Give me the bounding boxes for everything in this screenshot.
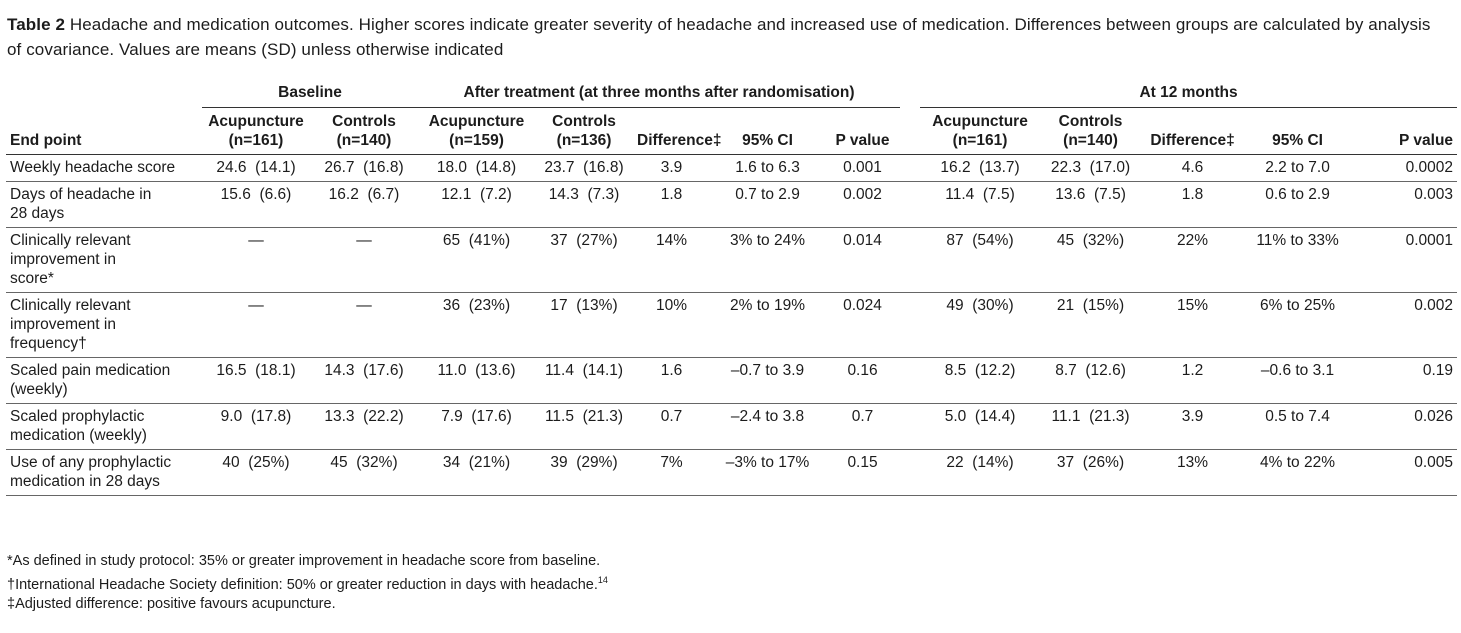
- table-cell: 0.15: [825, 450, 900, 496]
- table-cell: 5.0 (14.4): [920, 404, 1040, 450]
- table-cell: 0.0001: [1351, 228, 1457, 293]
- table-cell: 0.024: [825, 293, 900, 358]
- spacer-cell: [900, 155, 920, 182]
- col-12m-acupuncture: Acupuncture (n=161): [920, 108, 1040, 155]
- table-cell: 11.4 (7.5): [920, 182, 1040, 228]
- table-cell: 8.7 (12.6): [1040, 358, 1141, 404]
- table-cell: –2.4 to 3.8: [710, 404, 825, 450]
- table-cell: 23.7 (16.8): [535, 155, 633, 182]
- table-cell: 2.2 to 7.0: [1244, 155, 1351, 182]
- footnotes: [7, 552, 608, 614]
- table-cell: –0.7 to 3.9: [710, 358, 825, 404]
- caption-text: Headache and medication outcomes. Higher scores indicate greater severity of headache and increased use of medication. Differences between groups are calculated by analysis of covariance. Values are means (SD) unless otherwise indicated: [7, 15, 1431, 59]
- row-endpoint: Weekly headache score: [6, 155, 202, 182]
- footnote-reference: 14: [597, 575, 608, 585]
- group-header-row: [6, 83, 1457, 108]
- table-cell: 11.1 (21.3): [1040, 404, 1141, 450]
- table-cell: 0.19: [1351, 358, 1457, 404]
- spacer-cell: [900, 358, 920, 404]
- table-cell: 21 (15%): [1040, 293, 1141, 358]
- table-cell: 14.3 (7.3): [535, 182, 633, 228]
- table-cell: 24.6 (14.1): [202, 155, 310, 182]
- col-12m-p: P value: [1351, 108, 1457, 155]
- spacer-cell: [900, 404, 920, 450]
- col-12m-ci: 95% CI: [1244, 108, 1351, 155]
- table-cell: 13.3 (22.2): [310, 404, 418, 450]
- table-cell: 0.003: [1351, 182, 1457, 228]
- table-cell: 0.6 to 2.9: [1244, 182, 1351, 228]
- table-cell: 16.2 (6.7): [310, 182, 418, 228]
- table-cell: 11.0 (13.6): [418, 358, 535, 404]
- table-cell: –0.6 to 3.1: [1244, 358, 1351, 404]
- footnote-dagger: †International Headache Society definition: 50% or greater reduction in days with headache.$^{14}$: [7, 575, 608, 593]
- spacer-cell: [900, 293, 920, 358]
- table-cell: 15%: [1141, 293, 1244, 358]
- footnote-asterisk: *As defined in study protocol: 35% or greater improvement in headache score from baseline.: [7, 553, 601, 569]
- table-cell: 11% to 33%: [1244, 228, 1351, 293]
- table-cell: 15.6 (6.6): [202, 182, 310, 228]
- table-cell: —: [310, 293, 418, 358]
- table-cell: 0.014: [825, 228, 900, 293]
- table-cell: 0.002: [825, 182, 900, 228]
- table-cell: 18.0 (14.8): [418, 155, 535, 182]
- col-after-ci: 95% CI: [710, 108, 825, 155]
- row-endpoint: Scaled pain medication (weekly): [6, 358, 202, 404]
- table-cell: 0.5 to 7.4: [1244, 404, 1351, 450]
- col-endpoint: End point: [6, 108, 202, 155]
- table-cell: 49 (30%): [920, 293, 1040, 358]
- row-endpoint: Clinically relevant improvement in score*: [6, 228, 202, 293]
- table-cell: 14%: [633, 228, 710, 293]
- table-cell: 0.7 to 2.9: [710, 182, 825, 228]
- table-cell: —: [202, 293, 310, 358]
- table-cell: 3% to 24%: [710, 228, 825, 293]
- table-cell: 40 (25%): [202, 450, 310, 496]
- table-cell: 22%: [1141, 228, 1244, 293]
- table-caption: [7, 12, 1447, 62]
- table-cell: 14.3 (17.6): [310, 358, 418, 404]
- table-row: [6, 293, 1457, 358]
- footnote-double-dagger: ‡Adjusted difference: positive favours acupuncture.: [7, 595, 336, 612]
- row-endpoint: Scaled prophylactic medication (weekly): [6, 404, 202, 450]
- table-cell: 0.7: [633, 404, 710, 450]
- table-cell: 6% to 25%: [1244, 293, 1351, 358]
- table-row: [6, 450, 1457, 496]
- table-row: [6, 182, 1457, 228]
- table-cell: 17 (13%): [535, 293, 633, 358]
- outcomes-table: [6, 83, 1457, 496]
- table-label: Table 2: [7, 15, 66, 34]
- table-cell: 4.6: [1141, 155, 1244, 182]
- table-cell: 1.6 to 6.3: [710, 155, 825, 182]
- col-after-acupuncture: Acupuncture (n=159): [418, 108, 535, 155]
- table-cell: 1.8: [1141, 182, 1244, 228]
- table-body: [6, 155, 1457, 496]
- table-cell: 0.002: [1351, 293, 1457, 358]
- table-cell: 0.001: [825, 155, 900, 182]
- table-cell: 16.5 (18.1): [202, 358, 310, 404]
- table-cell: 34 (21%): [418, 450, 535, 496]
- table-row: [6, 404, 1457, 450]
- group-12-months: At 12 months: [920, 83, 1457, 108]
- table-cell: 22.3 (17.0): [1040, 155, 1141, 182]
- table-cell: 0.16: [825, 358, 900, 404]
- table-row: [6, 358, 1457, 404]
- row-endpoint: Use of any prophylactic medication in 28 days: [6, 450, 202, 496]
- row-endpoint: Clinically relevant improvement in frequency†: [6, 293, 202, 358]
- col-after-p: P value: [825, 108, 900, 155]
- table-cell: 39 (29%): [535, 450, 633, 496]
- spacer-cell: [900, 182, 920, 228]
- table-cell: 11.5 (21.3): [535, 404, 633, 450]
- col-baseline-acupuncture: Acupuncture (n=161): [202, 108, 310, 155]
- table-cell: 3.9: [1141, 404, 1244, 450]
- table-cell: 2% to 19%: [710, 293, 825, 358]
- column-header-row: [6, 108, 1457, 155]
- table-cell: 37 (26%): [1040, 450, 1141, 496]
- table-cell: 0.0002: [1351, 155, 1457, 182]
- table-cell: 10%: [633, 293, 710, 358]
- table-cell: 45 (32%): [1040, 228, 1141, 293]
- table-cell: 0.005: [1351, 450, 1457, 496]
- table-cell: 16.2 (13.7): [920, 155, 1040, 182]
- table-cell: 3.9: [633, 155, 710, 182]
- row-endpoint: Days of headache in 28 days: [6, 182, 202, 228]
- table-row: [6, 228, 1457, 293]
- spacer-cell: [900, 228, 920, 293]
- table-cell: —: [310, 228, 418, 293]
- col-after-controls: Controls (n=136): [535, 108, 633, 155]
- table-cell: 8.5 (12.2): [920, 358, 1040, 404]
- table-cell: 87 (54%): [920, 228, 1040, 293]
- table-cell: 45 (32%): [310, 450, 418, 496]
- table-cell: 7%: [633, 450, 710, 496]
- table-cell: 7.9 (17.6): [418, 404, 535, 450]
- group-baseline: Baseline: [202, 83, 418, 108]
- table-cell: 1.6: [633, 358, 710, 404]
- table-cell: 11.4 (14.1): [535, 358, 633, 404]
- table-cell: 22 (14%): [920, 450, 1040, 496]
- table-cell: 37 (27%): [535, 228, 633, 293]
- table-row: [6, 155, 1457, 182]
- table-cell: 12.1 (7.2): [418, 182, 535, 228]
- table-cell: 4% to 22%: [1244, 450, 1351, 496]
- table-cell: 1.8: [633, 182, 710, 228]
- table-cell: 0.7: [825, 404, 900, 450]
- table-cell: 13%: [1141, 450, 1244, 496]
- col-after-difference: Difference‡: [633, 108, 710, 155]
- table-cell: 9.0 (17.8): [202, 404, 310, 450]
- table-cell: 0.026: [1351, 404, 1457, 450]
- spacer-cell: [900, 450, 920, 496]
- table-cell: 1.2: [1141, 358, 1244, 404]
- table-cell: 26.7 (16.8): [310, 155, 418, 182]
- group-after-treatment: After treatment (at three months after randomisation): [418, 83, 900, 108]
- table-cell: 36 (23%): [418, 293, 535, 358]
- table-cell: 65 (41%): [418, 228, 535, 293]
- table-cell: 13.6 (7.5): [1040, 182, 1141, 228]
- table-cell: –3% to 17%: [710, 450, 825, 496]
- col-12m-difference: Difference‡: [1141, 108, 1244, 155]
- col-baseline-controls: Controls (n=140): [310, 108, 418, 155]
- col-12m-controls: Controls (n=140): [1040, 108, 1141, 155]
- table-cell: —: [202, 228, 310, 293]
